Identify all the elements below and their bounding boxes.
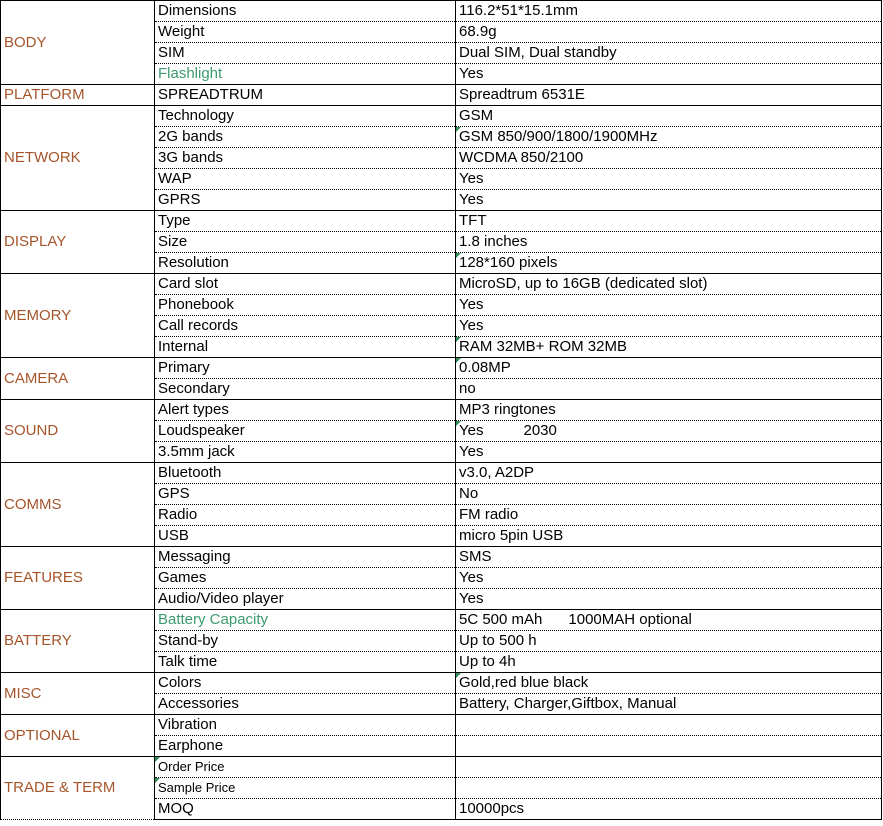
category-cell: COMMS bbox=[1, 463, 155, 547]
spec-value: MicroSD, up to 16GB (dedicated slot) bbox=[456, 274, 882, 295]
table-row bbox=[1, 400, 882, 421]
spec-key: Stand-by bbox=[155, 631, 456, 652]
spec-key: Order Price bbox=[155, 757, 456, 778]
spec-value-extra: 2030 bbox=[523, 422, 557, 439]
spec-value: 5C 500 mAh bbox=[459, 611, 543, 628]
table-row bbox=[1, 211, 882, 232]
category-cell: CAMERA bbox=[1, 358, 155, 400]
spec-value: GSM 850/900/1800/1900MHz bbox=[456, 127, 882, 148]
spec-value: Up to 500 h bbox=[456, 631, 882, 652]
spec-value: micro 5pin USB bbox=[456, 526, 882, 547]
category-cell: DISPLAY bbox=[1, 211, 155, 274]
spec-key: GPS bbox=[155, 484, 456, 505]
spec-value: SMS bbox=[456, 547, 882, 568]
spec-value: 1.8 inches bbox=[456, 232, 882, 253]
table-row bbox=[1, 715, 882, 736]
spec-value: FM radio bbox=[456, 505, 882, 526]
table-row bbox=[1, 85, 882, 106]
spec-value: Yes bbox=[456, 169, 882, 190]
spec-key: Radio bbox=[155, 505, 456, 526]
table-row bbox=[1, 757, 882, 778]
spec-value bbox=[456, 757, 882, 778]
spec-value: Up to 4h bbox=[456, 652, 882, 673]
spec-value: Battery, Charger,Giftbox, Manual bbox=[456, 694, 882, 715]
spec-value: Yes bbox=[459, 422, 484, 439]
spec-key: Games bbox=[155, 568, 456, 589]
spec-key: Messaging bbox=[155, 547, 456, 568]
spec-key: Technology bbox=[155, 106, 456, 127]
category-cell: NETWORK bbox=[1, 106, 155, 211]
category-cell: OPTIONAL bbox=[1, 715, 155, 757]
spec-key: USB bbox=[155, 526, 456, 547]
spec-value: WCDMA 850/2100 bbox=[456, 148, 882, 169]
spec-key: MOQ bbox=[155, 799, 456, 820]
spec-key: Call records bbox=[155, 316, 456, 337]
spec-value bbox=[456, 778, 882, 799]
spec-key: 3.5mm jack bbox=[155, 442, 456, 463]
spec-key: SIM bbox=[155, 43, 456, 64]
spec-key: Audio/Video player bbox=[155, 589, 456, 610]
table-row bbox=[1, 358, 882, 379]
table-row bbox=[1, 547, 882, 568]
spec-value bbox=[456, 736, 882, 757]
spec-key: Primary bbox=[155, 358, 456, 379]
table-row bbox=[1, 463, 882, 484]
spec-value: RAM 32MB+ ROM 32MB bbox=[456, 337, 882, 358]
spec-value bbox=[456, 715, 882, 736]
spec-key: Phonebook bbox=[155, 295, 456, 316]
table-row bbox=[1, 106, 882, 127]
spec-key: Sample Price bbox=[155, 778, 456, 799]
spec-key: Internal bbox=[155, 337, 456, 358]
category-cell: PLATFORM bbox=[1, 85, 155, 106]
category-cell: BODY bbox=[1, 1, 155, 85]
spec-value: Yes bbox=[456, 589, 882, 610]
spec-key: Colors bbox=[155, 673, 456, 694]
category-cell: MISC bbox=[1, 673, 155, 715]
spec-value: no bbox=[456, 379, 882, 400]
table-row bbox=[1, 673, 882, 694]
spec-key: Type bbox=[155, 211, 456, 232]
spec-value: MP3 ringtones bbox=[456, 400, 882, 421]
table-row bbox=[1, 610, 882, 631]
spec-value: 68.9g bbox=[456, 22, 882, 43]
spec-value: No bbox=[456, 484, 882, 505]
spec-value: 128*160 pixels bbox=[456, 253, 882, 274]
category-cell: SOUND bbox=[1, 400, 155, 463]
spec-value: Yes bbox=[456, 316, 882, 337]
spec-value-cell bbox=[456, 421, 882, 442]
table-row bbox=[1, 1, 882, 22]
spec-key: Size bbox=[155, 232, 456, 253]
spec-key: Card slot bbox=[155, 274, 456, 295]
spec-value: Yes bbox=[456, 64, 882, 85]
table-row bbox=[1, 274, 882, 295]
spec-value: Yes bbox=[456, 295, 882, 316]
spec-key: 2G bands bbox=[155, 127, 456, 148]
category-cell: TRADE & TERM bbox=[1, 757, 155, 820]
spec-key: Weight bbox=[155, 22, 456, 43]
spec-key: Talk time bbox=[155, 652, 456, 673]
spec-key: Accessories bbox=[155, 694, 456, 715]
spec-value: 10000pcs bbox=[456, 799, 882, 820]
spec-value: Spreadtrum 6531E bbox=[456, 85, 882, 106]
category-cell: BATTERY bbox=[1, 610, 155, 673]
spec-key: WAP bbox=[155, 169, 456, 190]
spec-key: Dimensions bbox=[155, 1, 456, 22]
spec-value: Yes bbox=[456, 442, 882, 463]
category-cell: FEATURES bbox=[1, 547, 155, 610]
spec-key: SPREADTRUM bbox=[155, 85, 456, 106]
spec-key: Earphone bbox=[155, 736, 456, 757]
spec-key: Bluetooth bbox=[155, 463, 456, 484]
spec-value-cell bbox=[456, 610, 882, 631]
spec-value: Dual SIM, Dual standby bbox=[456, 43, 882, 64]
category-cell: MEMORY bbox=[1, 274, 155, 358]
spec-value: 0.08MP bbox=[456, 358, 882, 379]
spec-value: GSM bbox=[456, 106, 882, 127]
spec-value: Yes bbox=[456, 568, 882, 589]
spec-key: Flashlight bbox=[155, 64, 456, 85]
spec-key: Secondary bbox=[155, 379, 456, 400]
spec-key: GPRS bbox=[155, 190, 456, 211]
spec-key: 3G bands bbox=[155, 148, 456, 169]
spec-key: Battery Capacity bbox=[155, 610, 456, 631]
spec-value: TFT bbox=[456, 211, 882, 232]
spec-value: Gold,red blue black bbox=[456, 673, 882, 694]
spec-value-extra: 1000MAH optional bbox=[568, 611, 692, 628]
spec-key: Loudspeaker bbox=[155, 421, 456, 442]
spec-key: Resolution bbox=[155, 253, 456, 274]
spec-value: Yes bbox=[456, 190, 882, 211]
spec-value: 116.2*51*15.1mm bbox=[456, 1, 882, 22]
spec-key: Alert types bbox=[155, 400, 456, 421]
spec-key: Vibration bbox=[155, 715, 456, 736]
spec-value: v3.0, A2DP bbox=[456, 463, 882, 484]
